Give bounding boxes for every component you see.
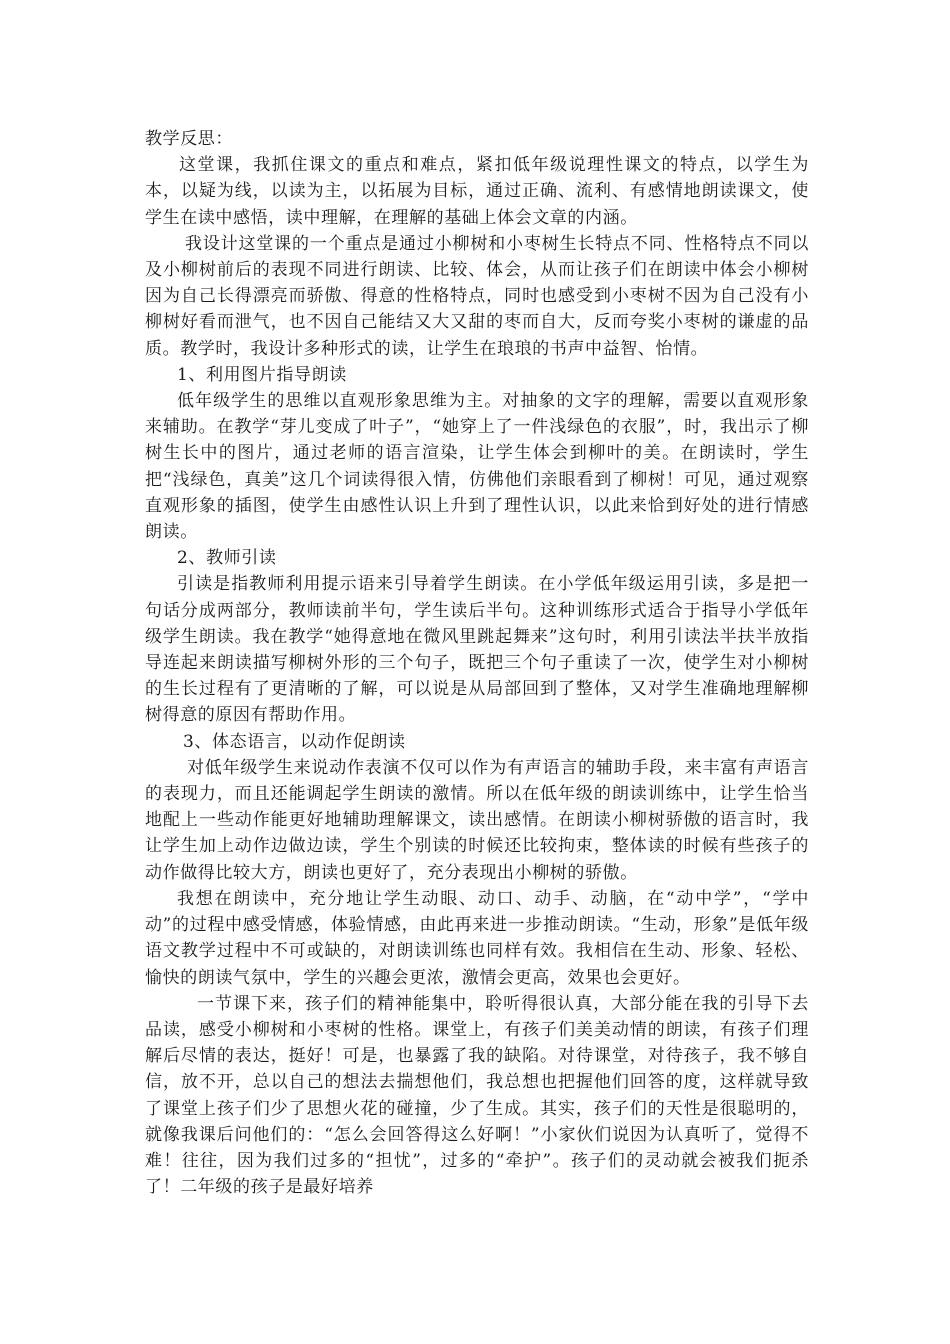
paragraph-section-1: 低年级学生的思维以直观形象思维为主。对抽象的文字的理解，需要以直观形象来辅助。在教学“芽儿变成了叶子”，“她穿上了一件浅绿色的衣服”，时，我出示了柳树生长中的图片，通过老师的语言渲染，让学生体会到柳叶的美。在朗读时，学生把“浅绿色，真美”这几个词读得很入情，仿佛他们亲眼看到了柳树！可见，通过观察直观形象的插图，使学生由感性认识上升到了理性认识，以此来恰到好处的进行情感朗读。 xyxy=(145,391,809,543)
paragraph-section-2: 引读是指教师利用提示语来引导着学生朗读。在小学低年级运用引读，多是把一句话分成两部分，教师读前半句，学生读后半句。这种训练形式适合于指导小学低年级学生朗读。我在教学“她得意地在微风里跳起舞来”这句时，利用引读法半扶半放指导连起来朗读描写柳树外形的三个句子，既把三个句子重读了一次，使学生对小柳树的生长过程有了更清晰的了解，可以说是从局部回到了整体，又对学生准确地理解柳树得意的原因有帮助作用。 xyxy=(145,574,809,726)
paragraph-design: 我设计这堂课的一个重点是通过小柳树和小枣树生长特点不同、性格特点不同以及小柳树前后的表现不同进行朗读、比较、体会，从而让孩子们在朗读中体会小柳树因为自己长得漂亮而骄傲、得意的性格特点，同时也感受到小枣树不因为自己没有小柳树好看而泄气，也不因自己能结又大又甜的枣而自大，反而夸奖小枣树的谦虚的品质。教学时，我设计多种形式的读，让学生在琅琅的书声中益智、怡情。 xyxy=(145,233,809,359)
section-heading-2: 2、教师引读 xyxy=(177,548,277,569)
paragraph-intro: 这堂课，我抓住课文的重点和难点，紧扣低年级说理性课文的特点，以学生为本，以疑为线，以读为主，以拓展为目标，通过正确、流利、有感情地朗读课文，使学生在读中感悟，读中理解，在理解的基础上体会文章的内涵。 xyxy=(145,155,809,228)
paragraph-summary: 一节课下来，孩子们的精神能集中，聆听得很认真，大部分能在我的引导下去品读，感受小柳树和小枣树的性格。课堂上，有孩子们美美动情的朗读，有孩子们理解后尽情的表达，挺好！可是，也暴露了我的缺陷。对待课堂，对待孩子，我不够自信，放不开，总以自己的想法去揣想他们，我总想也把握他们回答的度，这样就导致了课堂上孩子们少了思想火花的碰撞，少了生成。其实，孩子们的天性是很聪明的，就像我课后问他们的：“怎么会回答得这么好啊！”小家伙们说因为认真听了，觉得不难！往往，因为我们过多的“担忧”，过多的“牵护”。孩子们的灵动就会被我们扼杀了！二年级的孩子是最好培养 xyxy=(145,993,809,1198)
section-heading-1: 1、利用图片指导朗读 xyxy=(177,364,347,385)
document-body xyxy=(145,126,809,1200)
section-heading-3: 3、体态语言，以动作促朗读 xyxy=(183,731,406,752)
paragraph-reflection: 我想在朗读中，充分地让学生动眼、动口、动手、动脑，在“动中学”，“学中动”的过程中感受情感，体验情感，由此再来进一步推动朗读。“生动，形象”是低年级语文教学过程中不可或缺的，对朗读训练也同样有效。我相信在生动、形象、轻松、愉快的朗读气氛中，学生的兴趣会更浓，激情会更高，效果也会更好。 xyxy=(145,888,809,988)
document-title: 教学反思： xyxy=(145,129,233,149)
paragraph-section-3: 对低年级学生来说动作表演不仅可以作为有声语言的辅助手段，来丰富有声语言的表现力，而且还能调起学生朗读的激情。所以在低年级的朗读训练中，让学生恰当地配上一些动作能更好地辅助理解课文，读出感情。在朗读小柳树骄傲的语言时，我让学生加上动作边做边读，学生个别读的时候还比较拘束，整体读的时候有些孩子的动作做得比较大方，朗读也更好了，充分表现出小柳树的骄傲。 xyxy=(145,757,809,883)
